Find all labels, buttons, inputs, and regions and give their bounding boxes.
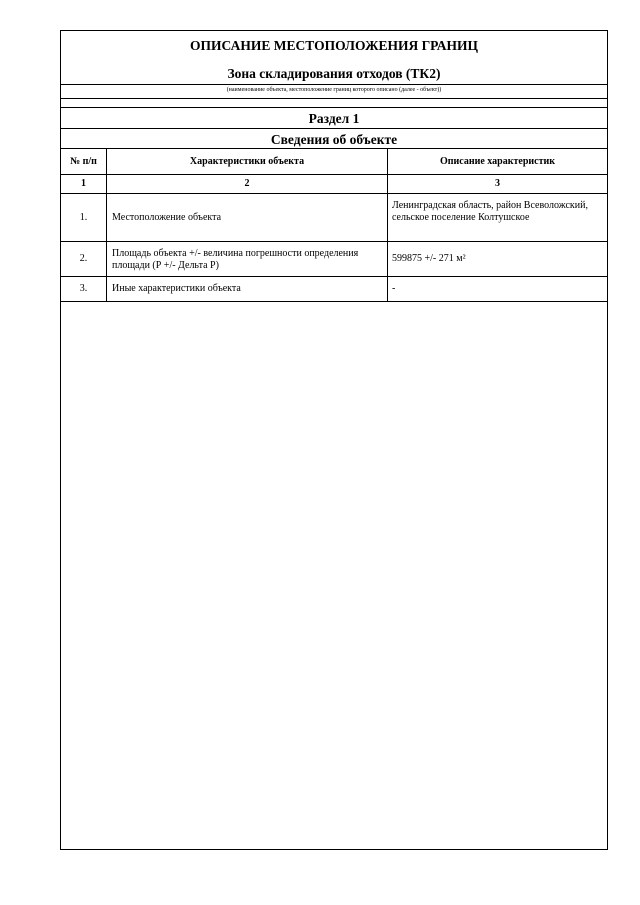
row-number: 2. [79, 253, 88, 264]
document-frame [60, 30, 608, 850]
table-header-description: Описание характеристик [439, 156, 556, 167]
row-description: Ленинградская область, район Всеволожский, сельское поселение Колтушское [392, 200, 588, 223]
table-header-num: № п/п [70, 156, 97, 167]
row-characteristic: Иные характеристики объекта [112, 283, 241, 294]
section-title: Сведения об объекте [61, 129, 607, 149]
column-number: 3 [495, 178, 500, 189]
column-number: 2 [244, 178, 250, 189]
table-header-characteristic: Характеристики объекта [189, 156, 305, 167]
object-name: Зона складирования отходов (ТК2) [61, 57, 607, 85]
row-divider [61, 301, 607, 302]
section-heading: Раздел 1 [61, 107, 607, 129]
row-characteristic: Местоположение объекта [112, 212, 222, 223]
column-number: 1 [81, 178, 86, 189]
object-name-note: (наименование объекта, местоположение границ которого описано (далее - объект)) [61, 85, 607, 99]
row-characteristic: Площадь объекта +/- величина погрешности определения площади (Р +/- Дельта Р) [112, 248, 359, 271]
row-description: 599875 +/- 271 м² [392, 253, 466, 264]
document-title: ОПИСАНИЕ МЕСТОПОЛОЖЕНИЯ ГРАНИЦ [190, 38, 478, 53]
row-description: - [392, 283, 396, 294]
row-number: 3. [79, 283, 88, 294]
row-number: 1. [79, 212, 88, 223]
